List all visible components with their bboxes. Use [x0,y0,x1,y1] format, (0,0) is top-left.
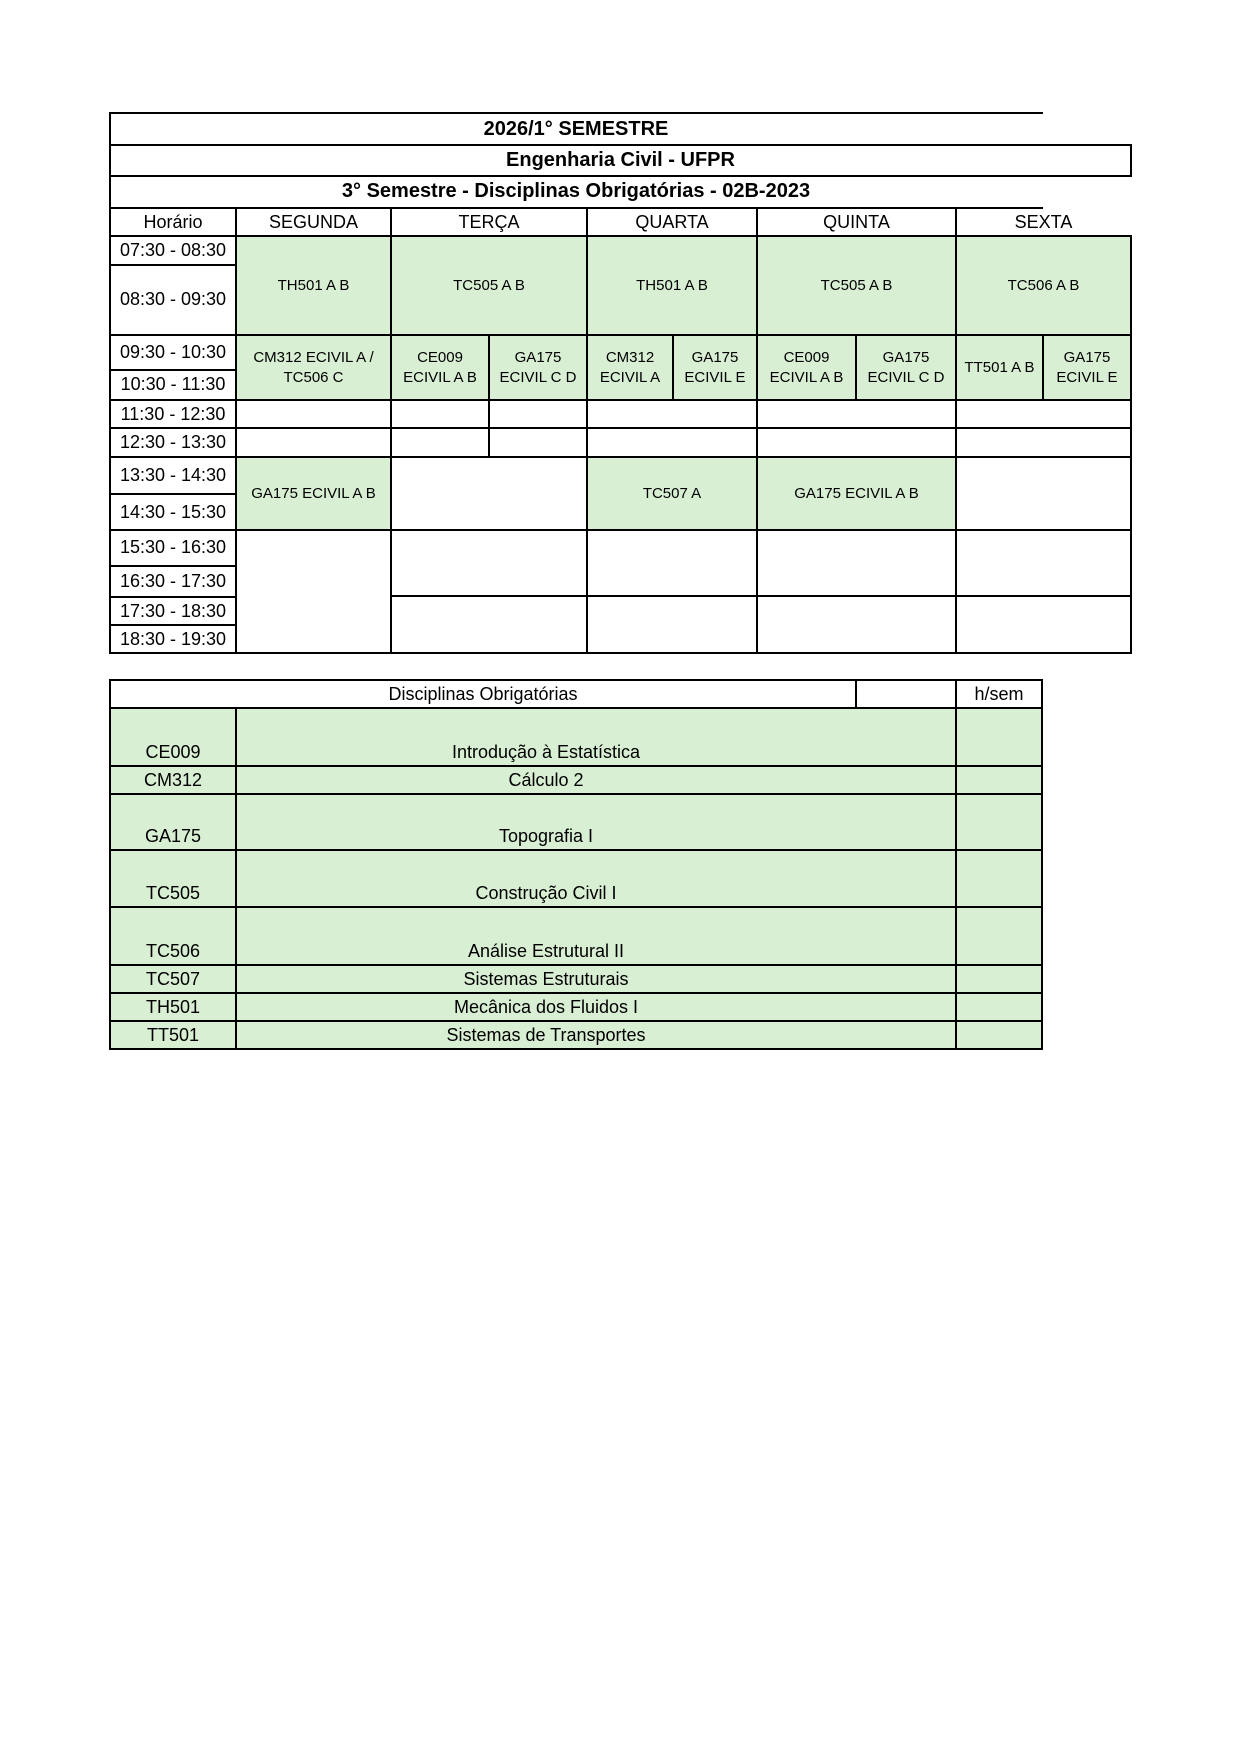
class-cell: TC505 A B [453,276,525,294]
subject-name: Introdução à Estatística [451,741,641,762]
class-cell-line: CE009 [417,349,463,366]
column-header-time: Horário [143,211,203,232]
time-slot: 10:30 - 11:30 [120,374,226,395]
class-cell-line: ECIVIL A B [403,368,477,386]
subject-code: TC507 [145,968,201,989]
subject-name: Análise Estrutural II [467,940,625,961]
class-cell-line: CM312 ECIVIL A / [253,349,374,366]
subject-name: Construção Civil I [475,882,617,903]
time-slot: 14:30 - 15:30 [119,501,227,522]
class-cell-line: ECIVIL A [599,368,661,386]
subject-name: Mecânica dos Fluidos I [453,996,639,1017]
class-cell-line: TC506 C [283,368,344,386]
class-cell-line: GA175 [514,349,562,366]
class-cell-line: CM312 [605,349,655,366]
class-cell [489,335,587,400]
subject-name: Cálculo 2 [508,769,584,790]
class-cell [757,335,856,400]
class-cell [673,335,757,400]
class-cell [236,335,391,400]
class-cell [391,335,489,400]
subject-code: TC506 [145,940,201,961]
time-slot: 17:30 - 18:30 [119,600,227,621]
time-slot: 08:30 - 09:30 [119,289,227,310]
time-slot: 11:30 - 12:30 [120,403,226,424]
time-slot: 18:30 - 19:30 [119,628,227,649]
subject-name: Sistemas de Transportes [446,1024,646,1045]
subject-name: Sistemas Estruturais [463,968,629,989]
class-cell [1043,335,1131,400]
subject-name: Topografia I [498,825,594,846]
subject-code: TT501 [146,1024,200,1045]
subjects-header-hours: h/sem [974,683,1024,704]
column-header-tuesday: TERÇA [458,211,520,232]
class-cell-line: ECIVIL C D [499,368,577,386]
class-cell [587,335,673,400]
class-cell-line: ECIVIL E [1056,368,1118,386]
class-cell: TH501 A B [277,276,350,294]
class-cell-line: GA175 [691,349,739,366]
class-cell-line: ECIVIL C D [867,368,945,386]
class-cell: TC505 A B [820,276,893,294]
class-cell: GA175 ECIVIL A B [794,484,919,502]
subjects-header-title: Disciplinas Obrigatórias [388,683,578,704]
subject-code: TH501 [145,996,201,1017]
semester-title: 2026/1° SEMESTRE [483,118,669,140]
subject-code: CE009 [145,741,201,762]
class-cell: TC506 A B [1007,276,1080,294]
class-cell-line: ECIVIL A B [769,368,844,386]
subject-code: CM312 [143,769,203,790]
class-cell [856,335,956,400]
column-header-thursday: QUINTA [823,211,890,232]
class-cell: GA175 ECIVIL A B [251,484,376,502]
time-slot: 12:30 - 13:30 [119,431,227,452]
class-cell-line: GA175 [1063,349,1111,366]
subject-code: GA175 [144,825,202,846]
class-cell-line: GA175 [882,349,930,366]
column-header-friday: SEXTA [1014,211,1073,232]
time-slot: 07:30 - 08:30 [119,240,227,261]
class-cell-line: ECIVIL E [684,368,746,386]
column-header-monday: SEGUNDA [268,211,358,232]
class-cell: TC507 A [642,484,702,502]
column-header-wednesday: QUARTA [635,211,709,232]
class-cell: TT501 A B [964,358,1035,376]
subject-code: TC505 [145,882,201,903]
class-cell-line: CE009 [783,349,830,366]
course-title: Engenharia Civil - UFPR [506,149,735,171]
time-slot: 16:30 - 17:30 [119,570,227,591]
time-slot: 09:30 - 10:30 [119,342,227,363]
time-slot: 15:30 - 16:30 [119,537,227,558]
curriculum-title: 3° Semestre - Disciplinas Obrigatórias - 02B-2023 [341,180,811,202]
class-cell: TH501 A B [636,276,708,294]
time-slot: 13:30 - 14:30 [119,465,227,486]
